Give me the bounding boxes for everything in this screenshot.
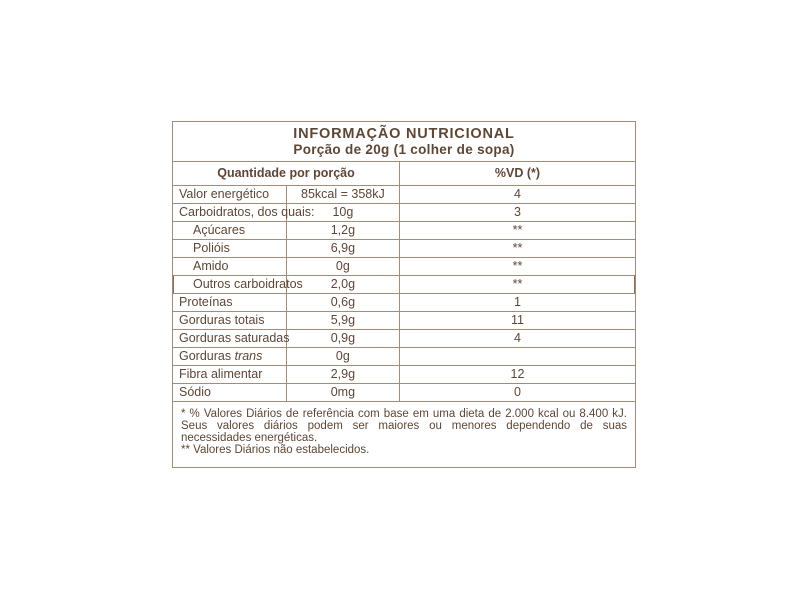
- nutrient-name: Sódio: [173, 384, 286, 402]
- nutrient-vd: 4: [400, 186, 636, 204]
- nutrient-amount: 0mg: [286, 384, 399, 402]
- nutrient-amount: 85kcal = 358kJ: [286, 186, 399, 204]
- nutrient-name: [173, 348, 286, 366]
- nutrient-amount: 5,9g: [286, 312, 399, 330]
- nutrient-name: Gorduras totais: [173, 312, 286, 330]
- nutrient-name: Polióis: [173, 240, 286, 258]
- quantity-column-header: Quantidade por porção: [173, 162, 400, 186]
- nutrient-name: Carboidratos, dos quais:: [173, 204, 286, 222]
- table-row: [173, 330, 635, 348]
- nutrient-amount: 2,9g: [286, 366, 399, 384]
- table-header-row: [173, 162, 635, 186]
- table-row: [173, 240, 635, 258]
- nutrient-vd: [400, 348, 636, 366]
- serving-size: Porção de 20g (1 colher de sopa): [293, 142, 515, 157]
- nutrient-vd: 3: [400, 204, 636, 222]
- nutrient-vd: **: [400, 222, 636, 240]
- nutrient-amount: 0g: [286, 348, 399, 366]
- nutrition-header: [173, 122, 635, 162]
- nutrient-name: Gorduras saturadas: [173, 330, 286, 348]
- nutrient-name-italic: trans: [234, 349, 263, 363]
- nutrient-vd: **: [400, 258, 636, 276]
- nutrient-amount: 0,9g: [286, 330, 399, 348]
- table-row: [173, 366, 635, 384]
- footnote-daily-values: * % Valores Diários de referência com base em uma dieta de 2.000 kcal ou 8.400 kJ. Seus valores diários podem ser maiores ou menores dependendo de suas necessidades energéticas.: [181, 408, 627, 444]
- footnote-not-established: ** Valores Diários não estabelecidos.: [181, 444, 370, 456]
- nutrient-vd: 11: [400, 312, 636, 330]
- nutrient-vd: 0: [400, 384, 636, 402]
- table-row: [173, 258, 635, 276]
- nutrient-vd: **: [400, 276, 636, 294]
- nutrition-facts-panel: [172, 121, 636, 468]
- nutrient-vd: 1: [400, 294, 636, 312]
- nutrient-name: Proteínas: [173, 294, 286, 312]
- nutrient-vd: 12: [400, 366, 636, 384]
- nutrient-amount: 10g: [286, 204, 399, 222]
- nutrient-name: Valor energético: [173, 186, 286, 204]
- vd-column-header: %VD (*): [400, 162, 636, 186]
- nutrient-name-prefix: Gorduras: [179, 349, 235, 363]
- nutrient-name: Outros carboidratos: [173, 276, 286, 294]
- nutrient-amount: 1,2g: [286, 222, 399, 240]
- nutrient-name: Fibra alimentar: [173, 366, 286, 384]
- nutrition-table: [173, 162, 635, 402]
- nutrient-amount: 0,6g: [286, 294, 399, 312]
- table-row: [173, 312, 635, 330]
- nutrient-vd: 4: [400, 330, 636, 348]
- table-row: [173, 276, 635, 294]
- table-row: [173, 294, 635, 312]
- nutrient-name: Amido: [173, 258, 286, 276]
- nutrient-amount: 0g: [286, 258, 399, 276]
- table-row: [173, 384, 635, 402]
- nutrient-amount: 2,0g: [286, 276, 399, 294]
- footnotes: [173, 401, 635, 456]
- nutrient-vd: **: [400, 240, 636, 258]
- table-row: [173, 204, 635, 222]
- table-row: [173, 348, 635, 366]
- nutrition-title: INFORMAÇÃO NUTRICIONAL: [293, 126, 515, 142]
- nutrient-amount: 6,9g: [286, 240, 399, 258]
- table-row: [173, 222, 635, 240]
- table-row: [173, 186, 635, 204]
- nutrient-name: Açúcares: [173, 222, 286, 240]
